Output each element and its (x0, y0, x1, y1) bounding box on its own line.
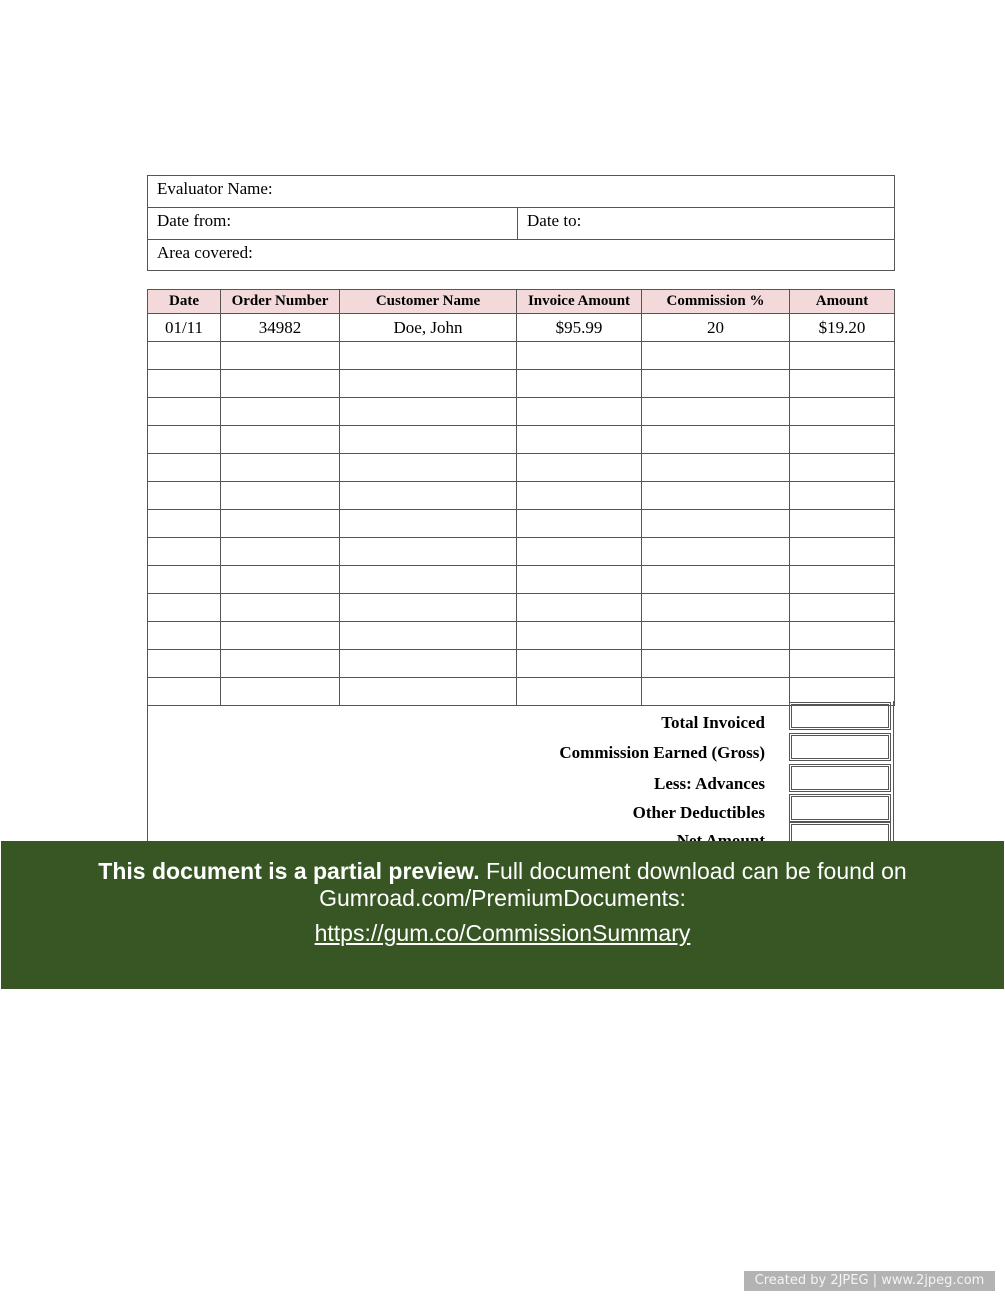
cell-order-number[interactable] (221, 538, 340, 566)
cell-amount[interactable] (790, 510, 895, 538)
area-row (148, 240, 894, 272)
cell-amount[interactable] (790, 566, 895, 594)
cell-customer-name[interactable] (340, 538, 517, 566)
cell-customer-name[interactable] (340, 342, 517, 370)
download-link[interactable]: https://gum.co/CommissionSummary (314, 920, 691, 946)
cell-order-number[interactable] (221, 566, 340, 594)
evaluator-name-field[interactable] (148, 176, 894, 207)
area-covered-field[interactable] (148, 240, 894, 272)
cell-invoice-amount[interactable] (517, 426, 642, 454)
table-row (148, 538, 895, 566)
cell-amount[interactable] (790, 398, 895, 426)
date-from-field[interactable] (148, 208, 517, 239)
cell-order-number[interactable] (221, 454, 340, 482)
cell-commission-percent[interactable] (642, 398, 790, 426)
cell-amount[interactable] (790, 482, 895, 510)
cell-order-number[interactable] (221, 370, 340, 398)
date-to-label: Date to: (527, 211, 582, 230)
cell-date[interactable] (148, 426, 221, 454)
cell-invoice-amount[interactable] (517, 622, 642, 650)
cell-customer-name[interactable] (340, 370, 517, 398)
table-row (148, 622, 895, 650)
cell-commission-percent[interactable] (642, 650, 790, 678)
cell-order-number[interactable] (221, 622, 340, 650)
cell-amount[interactable] (790, 370, 895, 398)
table-row (148, 342, 895, 370)
cell-amount[interactable] (790, 454, 895, 482)
evaluator-name-label: Evaluator Name: (157, 179, 273, 198)
cell-amount[interactable] (790, 622, 895, 650)
cell-commission-percent[interactable] (642, 510, 790, 538)
table-row (148, 566, 895, 594)
cell-date[interactable] (148, 510, 221, 538)
evaluator-row (148, 176, 894, 208)
cell-customer-name[interactable] (340, 594, 517, 622)
cell-invoice-amount[interactable] (517, 342, 642, 370)
cell-date[interactable] (148, 482, 221, 510)
cell-order-number[interactable] (221, 398, 340, 426)
cell-commission-percent[interactable] (642, 426, 790, 454)
cell-invoice-amount[interactable] (517, 370, 642, 398)
cell-customer-name[interactable]: Doe, John (340, 314, 517, 342)
cell-date[interactable] (148, 650, 221, 678)
cell-amount[interactable]: $19.20 (790, 314, 895, 342)
less-advances-label: Less: Advances (654, 774, 765, 793)
cell-amount[interactable] (790, 342, 895, 370)
cell-amount[interactable] (790, 426, 895, 454)
table-row (148, 398, 895, 426)
table-row (148, 426, 895, 454)
cell-invoice-amount[interactable] (517, 454, 642, 482)
header-commission-percent: Commission % (642, 290, 790, 314)
table-row (148, 454, 895, 482)
date-from-label: Date from: (157, 211, 232, 230)
cell-amount[interactable] (790, 594, 895, 622)
total-invoiced-label: Total Invoiced (661, 713, 765, 732)
cell-date[interactable] (148, 594, 221, 622)
cell-customer-name[interactable] (340, 454, 517, 482)
cell-invoice-amount[interactable] (517, 566, 642, 594)
cell-customer-name[interactable] (340, 426, 517, 454)
cell-invoice-amount[interactable] (517, 510, 642, 538)
cell-invoice-amount[interactable] (517, 594, 642, 622)
cell-order-number[interactable] (221, 342, 340, 370)
cell-customer-name[interactable] (340, 566, 517, 594)
header-date: Date (148, 290, 221, 314)
table-row (148, 510, 895, 538)
banner-rest-text: Full document download can be found on (479, 858, 907, 884)
cell-invoice-amount[interactable] (517, 650, 642, 678)
cell-amount[interactable] (790, 650, 895, 678)
cell-commission-percent[interactable] (642, 342, 790, 370)
cell-commission-percent[interactable] (642, 370, 790, 398)
date-to-field[interactable] (518, 208, 895, 239)
cell-commission-percent[interactable]: 20 (642, 314, 790, 342)
cell-customer-name[interactable] (340, 482, 517, 510)
banner-bold-text: This document is a partial preview. (98, 858, 480, 884)
cell-amount[interactable] (790, 538, 895, 566)
cell-date[interactable] (148, 398, 221, 426)
cell-commission-percent[interactable] (642, 622, 790, 650)
banner-line2: Gumroad.com/PremiumDocuments: (319, 885, 686, 911)
other-deductibles-label: Other Deductibles (632, 803, 765, 822)
table-row (148, 314, 895, 342)
commission-earned-box[interactable] (789, 733, 891, 761)
table-header-row (148, 290, 895, 314)
cell-commission-percent[interactable] (642, 594, 790, 622)
table-row (148, 594, 895, 622)
info-box (147, 175, 895, 271)
cell-commission-percent[interactable] (642, 566, 790, 594)
header-amount: Amount (790, 290, 895, 314)
header-invoice-amount: Invoice Amount (517, 290, 642, 314)
total-invoiced-box[interactable] (789, 702, 891, 730)
cell-customer-name[interactable] (340, 622, 517, 650)
summary-section (147, 701, 894, 861)
cell-invoice-amount[interactable]: $95.99 (517, 314, 642, 342)
cell-customer-name[interactable] (340, 398, 517, 426)
other-deductibles-box[interactable] (789, 794, 891, 822)
cell-order-number[interactable] (221, 650, 340, 678)
cell-customer-name[interactable] (340, 510, 517, 538)
cell-date[interactable] (148, 622, 221, 650)
cell-order-number[interactable] (221, 594, 340, 622)
cell-invoice-amount[interactable] (517, 398, 642, 426)
less-advances-box[interactable] (789, 764, 891, 792)
table-row (148, 482, 895, 510)
banner-message (1, 858, 1004, 912)
table-row (148, 650, 895, 678)
watermark: Created by 2JPEG | www.2jpeg.com (744, 1271, 995, 1291)
table-row (148, 370, 895, 398)
cell-date[interactable] (148, 454, 221, 482)
cell-customer-name[interactable] (340, 650, 517, 678)
cell-date[interactable] (148, 566, 221, 594)
cell-invoice-amount[interactable] (517, 482, 642, 510)
cell-commission-percent[interactable] (642, 482, 790, 510)
cell-invoice-amount[interactable] (517, 538, 642, 566)
cell-order-number[interactable] (221, 426, 340, 454)
header-customer-name: Customer Name (340, 290, 517, 314)
preview-banner (1, 841, 1004, 989)
cell-date[interactable] (148, 342, 221, 370)
commission-earned-label: Commission Earned (Gross) (559, 743, 765, 762)
cell-order-number[interactable]: 34982 (221, 314, 340, 342)
commission-table (147, 289, 895, 706)
cell-commission-percent[interactable] (642, 538, 790, 566)
table-body (148, 314, 895, 706)
cell-order-number[interactable] (221, 510, 340, 538)
cell-date[interactable]: 01/11 (148, 314, 221, 342)
cell-date[interactable] (148, 538, 221, 566)
area-covered-label: Area covered: (157, 243, 253, 262)
cell-date[interactable] (148, 370, 221, 398)
cell-commission-percent[interactable] (642, 454, 790, 482)
header-order-number: Order Number (221, 290, 340, 314)
cell-order-number[interactable] (221, 482, 340, 510)
date-row (148, 208, 894, 240)
